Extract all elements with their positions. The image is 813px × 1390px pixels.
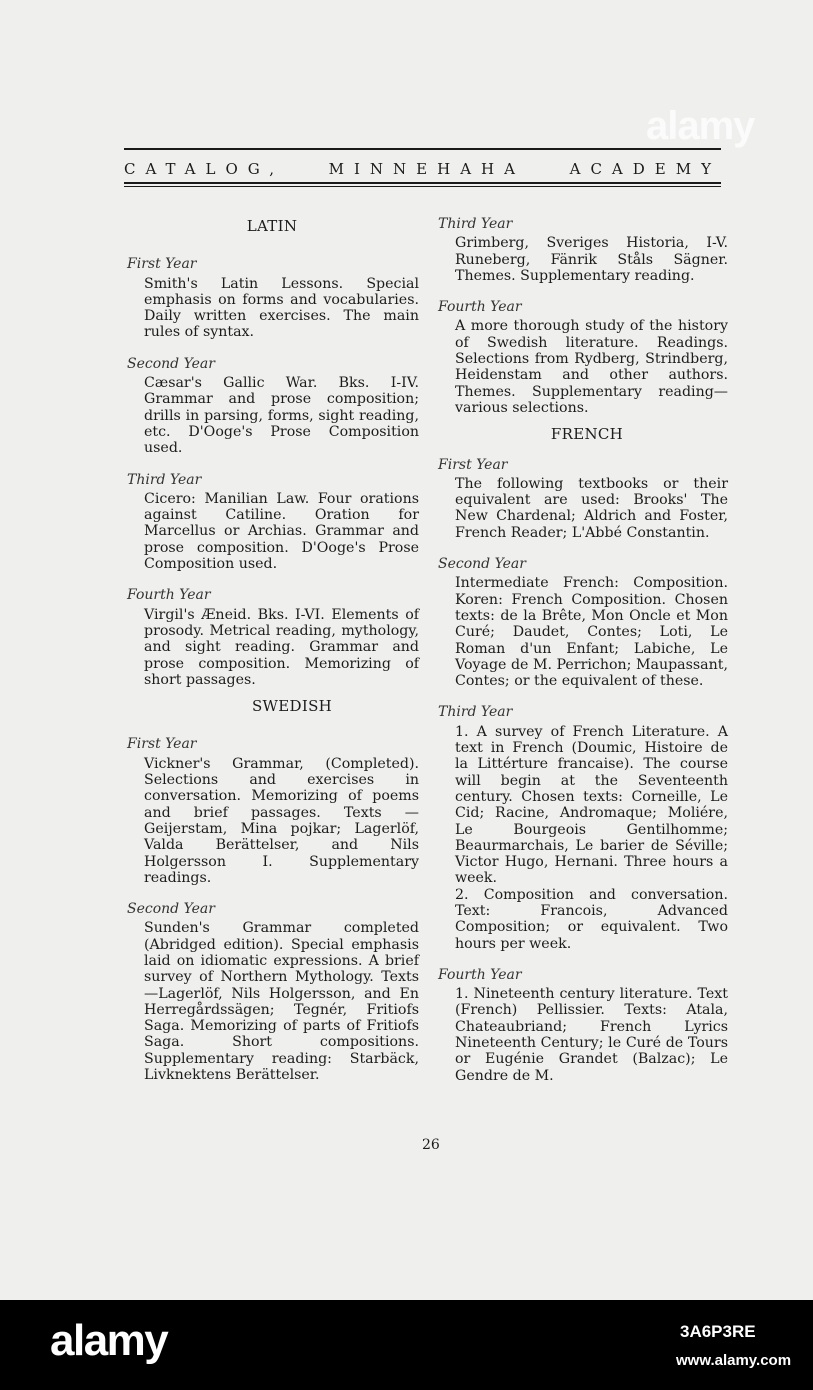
french-first-year-text: The following textbooks or their equivalent are used: Brooks' The New Chardenal; Aldrich and Foster, French Reader; L'Abbé Constantin. (455, 475, 728, 541)
latin-fourth-year-heading: Fourth Year (127, 587, 211, 604)
french-fourth-year-text: 1. Nineteenth century literature. Text (French) Pellissier. Texts: Atala, Chateaubriand; French Lyrics Nineteenth Century; le Curé de Tours or Eugénie Grandet (Balzac); Le Gendre de M. (455, 986, 728, 1084)
subject-heading-french: FRENCH (550, 425, 624, 444)
swedish-fourth-year-heading: Fourth Year (438, 299, 522, 316)
footer-image-id: 3A6P3RE (680, 1322, 756, 1341)
french-third-year-heading: Third Year (438, 704, 513, 721)
header-rule-top (124, 148, 721, 150)
latin-third-year-heading: Third Year (127, 471, 202, 488)
page-number: 26 (422, 1137, 440, 1153)
swedish-fourth-year-text: A more thorough study of the history of Swedish literature. Readings. Selections from Rydberg, Strindberg, Heidenstam and other authors. Themes. Supplementary reading—various selections. (455, 318, 728, 416)
swedish-second-year-text: Sunden's Grammar completed (Abridged edition). Special emphasis laid on idiomatic expressions. A brief survey of Northern Mythology. Texts—Lagerlöf, Nils Holgersson, and En Herregårdssägen; Tegnér, Fritiofs Saga. Memorizing of parts of Fritiofs Saga. Short compositions. Supplementary reading: Starbäck, Livknektens Berättelser. (144, 920, 419, 1084)
french-first-year-heading: First Year (438, 456, 508, 473)
french-fourth-year-heading: Fourth Year (438, 966, 522, 983)
header-rule-bottom-2 (124, 186, 721, 187)
swedish-third-year-heading: Third Year (438, 216, 513, 232)
french-third-year-text-part2: 2. Composition and conversation. Text: Francois, Advanced Composition; or equivalent. Two hours per week. (455, 886, 728, 952)
latin-second-year-text: Cæsar's Gallic War. Bks. I-IV. Grammar and prose composition; drills in parsing, forms, sight reading, etc. D'Ooge's Prose Composition used. (144, 375, 419, 457)
subject-heading-swedish: SWEDISH (251, 697, 333, 716)
swedish-second-year-heading: Second Year (127, 901, 215, 918)
header-word-academy: ACADEMY (569, 160, 721, 178)
header-word-catalog: CATALOG, (124, 160, 284, 178)
latin-fourth-year-text: Virgil's Æneid. Bks. I-VI. Elements of prosody. Metrical reading, mythology, and sight reading. Grammar and prose composition. Memorizing of short passages. (144, 606, 419, 688)
header-word-minnehaha: MINNEHAHA (328, 160, 525, 178)
french-third-year-text-part1: 1. A survey of French Literature. A text in French (Doumic, Histoire de la Littérture francaise). The course will begin at the Seventeenth century. Chosen texts: Corneille, Le Cid; Racine, Andromaque; Moliére, Le Bourgeois Gentilhomme; Beaurmarchais, Le barier de Séville; Victor Hugo, Hernani. Three hours a week. (455, 723, 728, 887)
watermark: alamy (646, 104, 755, 148)
swedish-first-year-heading: First Year (127, 736, 197, 753)
swedish-first-year-text: Vickner's Grammar, (Completed). Selections and exercises in conversation. Memorizing of poems and brief passages. Texts —Geijerstam, Mina pojkar; Lagerlöf, Valda Berättelser, and Nils Holgersson I. Supplementary readings. (144, 755, 419, 886)
french-second-year-text: Intermediate French: Composition. Koren: French Composition. Chosen texts: de la Brête, Mon Oncle et Mon Curé; Daudet, Contes; Loti, Le Roman d'un Enfant; Labiche, Le Voyage de M. Perrichon; Maupassant, Contes; or the equivalent of these. (455, 575, 728, 690)
left-column (125, 218, 419, 1098)
running-header (124, 160, 721, 178)
header-rule-bottom-1 (124, 182, 721, 184)
latin-first-year-heading: First Year (127, 256, 197, 273)
footer-logo: alamy (50, 1316, 168, 1365)
latin-third-year-text: Cicero: Manilian Law. Four orations against Catiline. Oration for Marcellus or Archias. Grammar and prose composition. D'Ooge's Prose Composition used. (144, 490, 419, 573)
latin-first-year-text: Smith's Latin Lessons. Special emphasis on forms and vocabularies. Daily written exercises. The main rules of syntax. (144, 275, 419, 341)
subject-heading-latin: LATIN (246, 217, 298, 235)
swedish-third-year-text: Grimberg, Sveriges Historia, I-V. Runeberg, Fänrik Ståls Sägner. Themes. Supplementary reading. (455, 235, 728, 284)
latin-second-year-heading: Second Year (127, 355, 215, 372)
french-second-year-heading: Second Year (438, 556, 526, 573)
footer-url: www.alamy.com (676, 1352, 792, 1369)
right-column (436, 216, 728, 1099)
